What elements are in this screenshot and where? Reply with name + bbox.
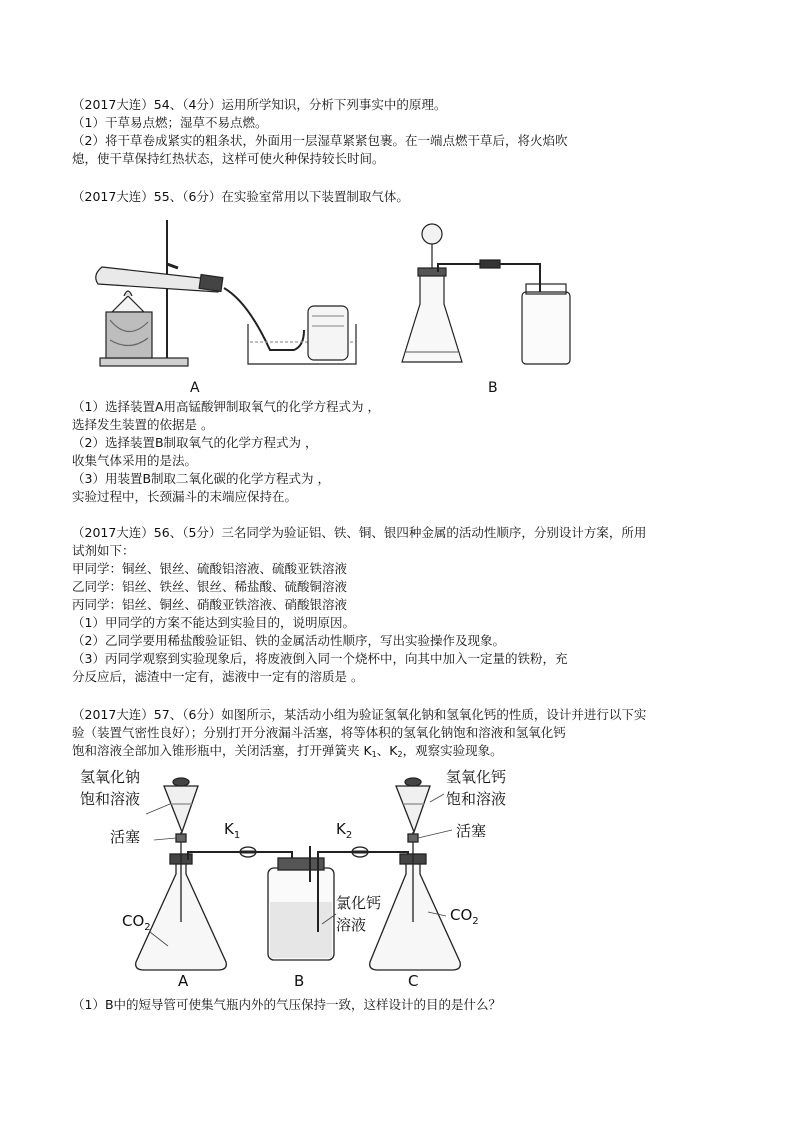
q54-part1: （1）干草易点燃；湿草不易点燃。 [72,115,268,130]
q55-label-a: A [190,380,200,396]
k1-subscript: 1 [371,750,377,759]
label-k2 [336,820,352,841]
label-caoh-line1: 氢氧化钙 [446,768,507,786]
label-co2-right-main: CO [450,906,473,924]
q56-part3b: 分反应后，滤渣中一定有，滤液中一定有的溶质是 。 [72,669,364,684]
label-k2-main: K [336,820,346,838]
q57-line2: 验（装置气密性良好）；分别打开分液漏斗活塞，将等体积的氢氧化钠饱和溶液和氢氧化钙 [72,725,566,740]
label-cacl2-line1: 氯化钙 [336,894,382,912]
label-stopcock-left: 活塞 [110,828,141,846]
label-co2-left-main: CO [122,912,145,930]
q56-student-bing: 丙同学：铝丝、铜丝、硝酸亚铁溶液、硝酸银溶液 [72,597,348,612]
flask-apparatus-b [402,224,570,364]
label-k2-sub: 2 [345,830,353,841]
label-co2-left [122,912,151,933]
label-naoh-line2: 饱和溶液 [80,790,141,808]
q57-part1: （1）B中的短导管可使集气瓶内外的气压保持一致，这样设计的目的是什么？ [72,997,502,1012]
q55-part2b: 收集气体采用的是法。 [72,453,198,468]
label-caoh-line2: 饱和溶液 [446,790,507,808]
label-k1-main: K [224,820,234,838]
label-naoh-line1: 氢氧化钠 [80,768,141,786]
q55-apparatus-figure [80,212,600,400]
q54-header: （2017大连）54、（4分）运用所学知识，分析下列事实中的原理。 [72,97,447,112]
q56-header-cont: 试剂如下： [72,543,135,558]
q57-line3 [72,742,503,764]
label-co2-right-sub: 2 [472,916,479,927]
q55-part1b: 选择发生装置的依据是 。 [72,417,214,432]
heating-apparatus-a [96,220,356,366]
q57-line3-pre: 饱和溶液全部加入锥形瓶中，关闭活塞，打开弹簧夹 K [72,743,372,758]
label-stopcock-right: 活塞 [456,822,487,840]
q56-header: （2017大连）56、（5分）三名同学为验证铝、铁、铜、银四种金属的活动性顺序，分别设计方案，所用 [72,525,647,540]
label-co2-right [450,906,479,927]
q56-student-yi: 乙同学：铝丝、铁丝、银丝、稀盐酸、硫酸铜溶液 [72,579,348,594]
label-k1 [224,820,240,841]
q56-part1: （1）甲同学的方案不能达到实验目的，说明原因。 [72,615,355,630]
q54-part2b: 熄，使干草保持红热状态，这样可使火种保持较长时间。 [72,151,385,166]
k2-subscript: 2 [397,750,403,759]
label-flask-c: C [408,972,419,990]
label-flask-a: A [178,972,189,990]
q55-label-b: B [488,380,498,396]
q55-part1a: （1）选择装置A用高锰酸钾制取氧气的化学方程式为 ， [72,399,380,414]
q57-apparatus-figure [78,762,538,990]
q57-line3-sep: 、K [376,743,398,758]
q55-part3b: 实验过程中，长颈漏斗的末端应保持在。 [72,489,298,504]
q56-part3a: （3）丙同学观察到实验现象后，将废液倒入同一个烧杯中，向其中加入一定量的铁粉，充 [72,651,568,666]
q54-part2a: （2）将干草卷成紧实的粗条状，外面用一层湿草紧紧包裹。在一端点燃干草后，将火焰吹 [72,133,568,148]
q57-line3-post: ，观察实验现象。 [402,743,503,758]
label-k1-sub: 1 [233,830,241,841]
q56-part2: （2）乙同学要用稀盐酸验证铝、铁的金属活动性顺序，写出实验操作及现象。 [72,633,505,648]
q55-part3a: （3）用装置B制取二氧化碳的化学方程式为 ， [72,471,331,486]
label-co2-left-sub: 2 [144,922,151,933]
q55-part2a: （2）选择装置B制取氧气的化学方程式为 ， [72,435,318,450]
q57-header: （2017大连）57、（6分）如图所示，某活动小组为验证氢氧化钠和氢氧化钙的性质，设计并进行以下实 [72,707,647,722]
q56-student-jia: 甲同学：铜丝、银丝、硫酸铝溶液、硫酸亚铁溶液 [72,561,348,576]
label-bottle-b: B [294,972,305,990]
label-cacl2-line2: 溶液 [336,916,367,934]
q55-header: （2017大连）55、（6分）在实验室常用以下装置制取气体。 [72,189,409,204]
